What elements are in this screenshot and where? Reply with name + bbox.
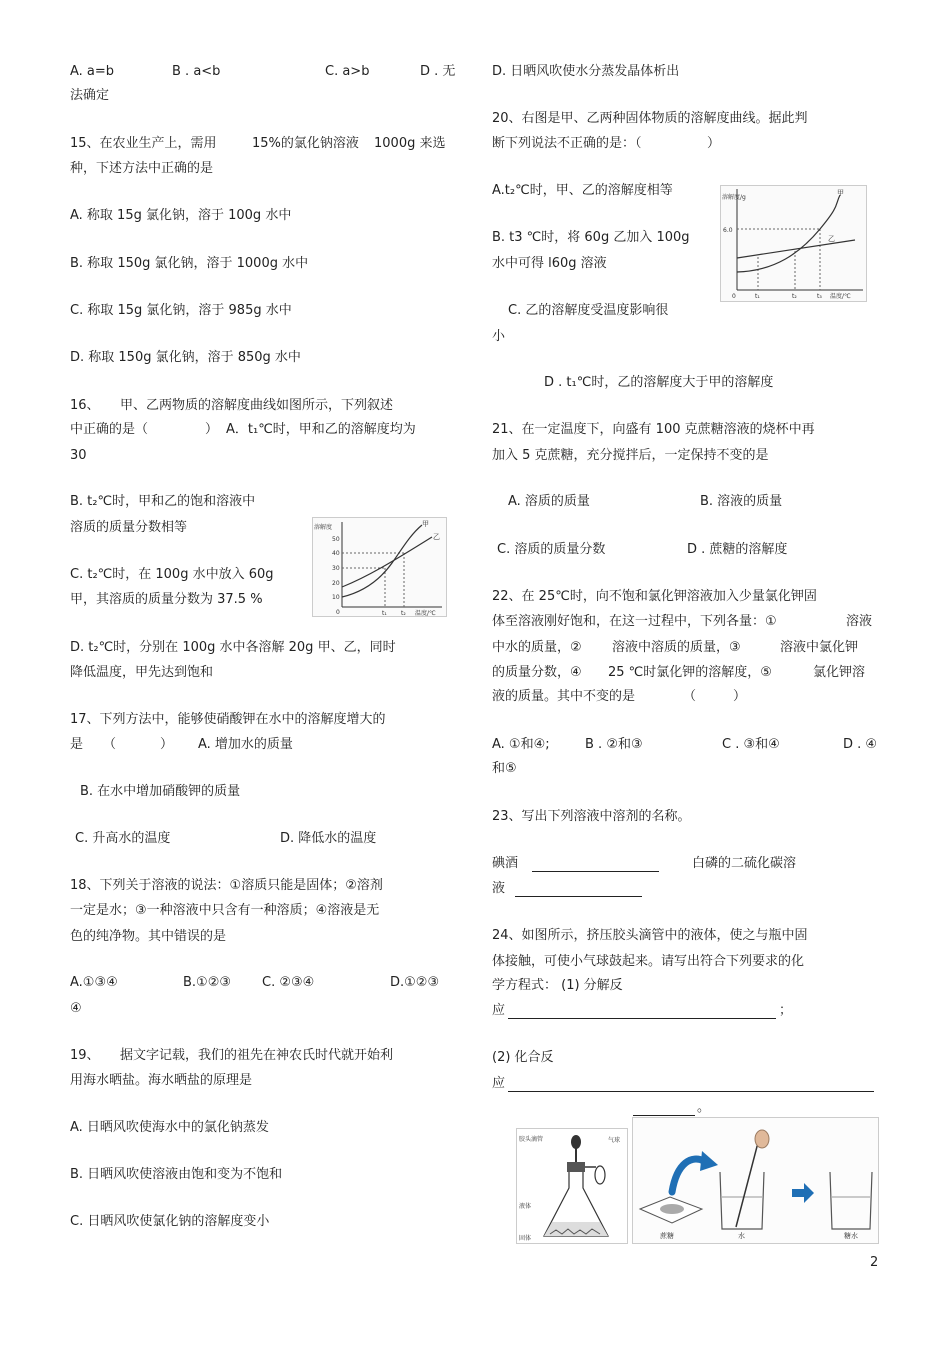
q24-stem-4a: 应: [492, 1003, 506, 1018]
q24-dissolving-figure: [632, 1117, 879, 1244]
q18-option-b: B.①②③: [183, 975, 232, 990]
q24-sugar-pile: [660, 1204, 684, 1214]
q24-answer-blank-1[interactable]: [508, 1018, 776, 1019]
q24-stem-7: 。: [697, 1100, 711, 1115]
q14-option-c: C. a>b: [325, 64, 370, 79]
q20-xlabel: 温度/℃: [830, 293, 851, 300]
q19-option-c: C. 日晒风吹使氯化钠的溶解度变小: [70, 1214, 270, 1229]
q24-stem-4b: ；: [779, 1003, 793, 1018]
q20-solubility-graph: [720, 185, 867, 302]
q16-stem-1a: 16、: [70, 398, 100, 413]
q15-stem-1b: 15%的氯化钠溶液: [252, 136, 359, 151]
q23-answer-blank-2[interactable]: [515, 896, 642, 897]
q17-option-d: D. 降低水的温度: [280, 831, 377, 846]
q16-option-a-cont: 30: [70, 448, 87, 463]
q20-tick-60: 6.0: [723, 227, 733, 234]
q24-answer-blank-2-cont[interactable]: [633, 1115, 695, 1116]
q15-option-d: D. 称取 150g 氯化钠，溶于 850g 水中: [70, 350, 301, 365]
q22-stem-2b: 溶液: [846, 614, 873, 629]
q20-tick-t3: t₃: [817, 293, 822, 300]
q18-option-c: C. ②③④: [262, 975, 315, 990]
q24-flask-contents: [544, 1222, 608, 1236]
q15-option-b: B. 称取 150g 氯化钠，溶于 1000g 水中: [70, 256, 309, 271]
q16-option-c-2: 甲，其溶质的质量分数为 37.5 %: [70, 592, 263, 607]
q22-option-d-cont: 和⑤: [492, 761, 517, 776]
q16-ylabel: 溶解度: [314, 524, 333, 531]
q22-stem-4c: 氯化钾溶: [813, 665, 866, 680]
q23-item-phosphorus-solution: 白磷的二硫化碳溶: [692, 856, 797, 871]
q18-option-d: D.①②③: [390, 975, 440, 990]
q21-option-a: A. 溶质的质量: [508, 494, 590, 509]
q19-stem-1a: 19、: [70, 1048, 100, 1063]
q16-xlabel: 温度/℃: [415, 610, 436, 617]
q20-option-a: A.t₂℃时，甲、乙的溶解度相等: [492, 183, 673, 198]
q20-option-b-1: B. t3 ℃时，将 60g 乙加入 100g: [492, 230, 690, 245]
q20-option-d: D . t₁℃时，乙的溶解度大于甲的溶解度: [544, 375, 774, 390]
q18-option-a: A.①③④: [70, 975, 118, 990]
q24-label-solid: 固体: [519, 1235, 532, 1242]
q18-stem-3: 色的纯净物。其中错误的是: [70, 929, 227, 944]
q19-option-b: B. 日晒风吹使溶液由饱和变为不饱和: [70, 1167, 283, 1182]
q24-label-syrup: 糖水: [844, 1232, 858, 1240]
q22-stem-5c: ）: [733, 689, 747, 704]
q24-flask-figure: [516, 1128, 628, 1244]
q22-stem-5b: （: [683, 689, 697, 704]
q17-stem-2c: ）: [160, 737, 174, 752]
q21-option-b: B. 溶液的质量: [700, 494, 783, 509]
q23-item-iodine-tincture: 碘酒: [492, 856, 519, 871]
q20-option-c-1: C. 乙的溶解度受温度影响很: [508, 303, 669, 318]
q17-option-b: B. 在水中增加硝酸钾的质量: [80, 784, 241, 799]
q16-stem-1b: 甲、乙两物质的溶解度曲线如图所示，下列叙述: [120, 398, 394, 413]
q20-tick-t1: t₁: [755, 293, 760, 300]
page-number: 2: [870, 1255, 879, 1270]
q16-label-yi: 乙: [433, 533, 440, 541]
q15-option-c: C. 称取 15g 氯化钠，溶于 985g 水中: [70, 303, 292, 318]
q22-option-a: A. ①和④;: [492, 737, 550, 752]
q15-stem-1a: 15、在农业生产上，需用: [70, 136, 217, 151]
q24-label-balloon: 气球: [608, 1137, 621, 1144]
q22-stem-3c: 溶液中氯化钾: [780, 640, 859, 655]
q24-label-water: 水: [738, 1232, 745, 1240]
q16-option-d-2: 降低温度，甲先达到饱和: [70, 665, 214, 680]
q17-stem-2b: （: [103, 737, 117, 752]
q24-label-sugar: 蔗糖: [660, 1232, 674, 1240]
q24-stem-6: 应: [492, 1076, 506, 1091]
q20-ylabel: 溶解度/g: [722, 194, 746, 201]
q16-option-b-2: 溶质的质量分数相等: [70, 520, 188, 535]
q20-label-yi: 乙: [828, 235, 835, 243]
q22-stem-3a: 中水的质量，②: [492, 640, 582, 655]
q14-option-d-cont: 法确定: [70, 88, 110, 103]
q20-option-b-2: 水中可得 l60g 溶液: [492, 256, 607, 271]
q16-tick-50: 50: [332, 536, 340, 543]
q23-stem: 23、写出下列溶液中溶剂的名称。: [492, 809, 691, 824]
q16-label-jia: 甲: [422, 520, 429, 528]
q22-stem-3b: 溶液中溶质的质量，③: [612, 640, 741, 655]
q16-option-c-1: C. t₂℃时，在 100g 水中放入 60g: [70, 567, 274, 582]
q22-stem-4b: 25 ℃时氯化钾的溶解度，⑤: [608, 665, 772, 680]
q16-tick-20: 20: [332, 580, 340, 587]
q22-stem-5a: 液的质量。其中不变的是: [492, 689, 636, 704]
q24-stem-2: 体接触，可使小气球鼓起来。请写出符合下列要求的化: [492, 954, 805, 969]
q16-tick-30: 30: [332, 565, 340, 572]
q24-label-dropper: 胶头滴管: [519, 1136, 544, 1143]
q19-option-a: A. 日晒风吹使海水中的氯化钠蒸发: [70, 1120, 269, 1135]
q21-stem-1: 21、在一定温度下，向盛有 100 克蔗糖溶液的烧杯中再: [492, 422, 815, 437]
q24-hand: [755, 1130, 769, 1148]
q16-stem-2a: 中正确的是（: [70, 422, 149, 437]
q23-answer-blank-1[interactable]: [532, 871, 659, 872]
q15-stem-2: 种，下述方法中正确的是: [70, 161, 214, 176]
q16-option-a: A．t₁℃时，甲和乙的溶解度均为: [226, 422, 416, 437]
q16-tick-10: 10: [332, 594, 340, 601]
q16-tick-40: 40: [332, 550, 340, 557]
q15-stem-1c: 1000g 来选: [374, 136, 446, 151]
q16-origin: 0: [336, 609, 340, 616]
q17-option-a: A. 增加水的质量: [198, 737, 293, 752]
q20-tick-t2: t₂: [792, 293, 797, 300]
q19-option-d: D. 日晒风吹使水分蒸发晶体析出: [492, 64, 680, 79]
q16-tick-t2: t₂: [401, 610, 406, 617]
q16-option-b-1: B. t₂℃时，甲和乙的饱和溶液中: [70, 494, 256, 509]
q22-stem-1: 22、在 25℃时，向不饱和氯化钾溶液加入少量氯化钾固: [492, 589, 817, 604]
q22-option-b: B . ②和③: [585, 737, 643, 752]
q23-item-phosphorus-solution-cont: 液: [492, 881, 506, 896]
q16-solubility-graph: [312, 517, 447, 617]
q15-option-a: A. 称取 15g 氯化钠，溶于 100g 水中: [70, 208, 292, 223]
q24-answer-blank-2[interactable]: [508, 1091, 874, 1092]
q22-option-d: D . ④: [843, 737, 878, 752]
q18-option-d-cont: ④: [70, 1001, 82, 1016]
q14-option-a: A. a=b: [70, 64, 115, 79]
q22-option-c: C . ③和④: [722, 737, 780, 752]
q20-stem-2b: ）: [707, 136, 721, 151]
q20-stem-1: 20、右图是甲、乙两种固体物质的溶解度曲线。据此判: [492, 111, 808, 126]
q18-stem-2: 一定是水；③一种溶液中只含有一种溶质；④溶液是无: [70, 903, 380, 918]
q16-tick-t1: t₁: [382, 610, 387, 617]
q20-label-jia: 甲: [837, 189, 844, 197]
q17-option-c: C. 升高水的温度: [75, 831, 171, 846]
q16-option-d-1: D. t₂℃时，分别在 100g 水中各溶解 20g 甲、乙，同时: [70, 640, 396, 655]
q17-stem-1: 17、下列方法中，能够使硝酸钾在水中的溶解度增大的: [70, 712, 386, 727]
q18-stem-1: 18、下列关于溶液的说法：①溶质只能是固体；②溶剂: [70, 878, 383, 893]
q21-option-d: D . 蔗糖的溶解度: [687, 542, 788, 557]
q24-stem-1: 24、如图所示，挤压胶头滴管中的液体，使之与瓶中固: [492, 928, 808, 943]
q24-label-liquid: 液体: [519, 1203, 532, 1210]
q24-stem-5: (2) 化合反: [492, 1050, 554, 1065]
q19-stem-1b: 据文字记载，我们的祖先在神农氏时代就开始利: [120, 1048, 394, 1063]
q21-option-c: C. 溶质的质量分数: [497, 542, 606, 557]
q19-stem-2: 用海水晒盐。海水晒盐的原理是: [70, 1073, 253, 1088]
q20-option-c-2: 小: [492, 329, 506, 344]
q22-stem-2a: 体至溶液刚好饱和，在这一过程中，下列各量：①: [492, 614, 777, 629]
q24-dropper-bulb: [571, 1135, 581, 1149]
q20-origin: 0: [732, 293, 736, 300]
q20-stem-2a: 断下列说法不正确的是：（: [492, 136, 642, 151]
q24-stem-3: 学方程式： (1) 分解反: [492, 978, 623, 993]
q17-stem-2a: 是: [70, 737, 84, 752]
q21-stem-2: 加入 5 克蔗糖，充分搅拌后，一定保持不变的是: [492, 448, 769, 463]
q14-option-d: D . 无: [420, 64, 456, 79]
q14-option-b: B . a<b: [172, 64, 221, 79]
q22-stem-4a: 的质量分数，④: [492, 665, 582, 680]
q16-stem-2b: ）: [205, 422, 219, 437]
q24-stopper: [567, 1162, 585, 1172]
